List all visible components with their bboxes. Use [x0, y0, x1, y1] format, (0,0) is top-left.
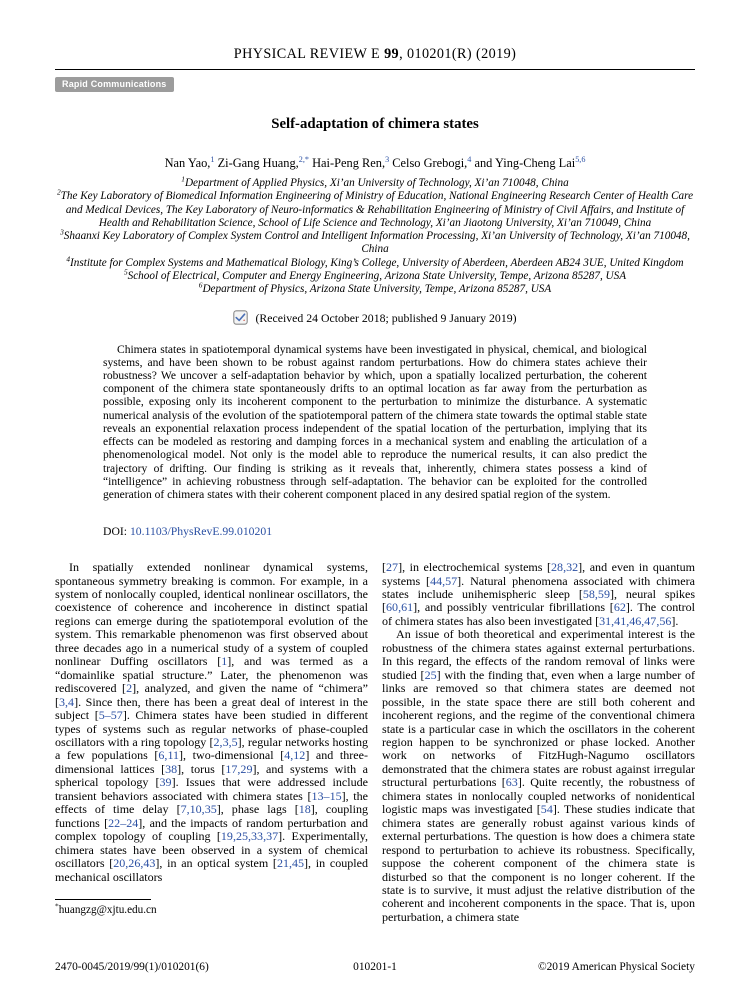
author-affiliation-superscript[interactable]: 2,* [298, 154, 309, 164]
affiliation-line: $^5$School of Electrical, Computer and Energy Engineering, Arizona State University, Tempe, Arizona 85287, USA [123, 267, 627, 283]
author-affiliation-superscript[interactable]: 5,6 [575, 154, 586, 164]
citation-link[interactable]: 25 [424, 667, 437, 682]
citation-link[interactable]: 63 [505, 775, 518, 790]
citation-link[interactable]: 21,45 [276, 856, 305, 871]
citation-link[interactable]: 5–57 [98, 708, 123, 723]
rapid-communications-badge: Rapid Communications [55, 77, 174, 92]
affiliation-line: $^1$Department of Applied Physics, Xi’an University of Technology, Xi’an 710048, China [181, 174, 569, 189]
citation-link[interactable]: 18 [298, 802, 311, 817]
abstract: Chimera states in spatiotemporal dynamical systems have been investigated in physical, chemical, and biological systems, and have been shown to be robust against random perturbations. How do chimera states achieve their robustness? We uncover a self-adaptation behavior by which, upon a spatially localized perturbation, the coherent component of the chimera state spontaneously drifts to an optimal location as far away from the perturbation as possible, exposing only its incoherent component to the perturbation to minimize the disturbance. A systematic numerical analysis of the evolution of the spatiotemporal pattern of the chimera state towards the optimal stable state reveals an exponential relaxation process independent of the spatial location of the perturbation, implying that its effects can be modeled as restoring and damping forces in a mechanical system and enabling the articulation of a phenomenological model. Not only is the model able to reproduce the numerical results, it can also predict the trajectory of drifting. Our finding is striking as it reveals that, inherently, chimera states possess a kind of “intelligence” in achieving robustness through self-adaptation. The behavior can be exploited for the controlled generation of chimera states with their coherent component placed in any desired spatial region of the system. [103, 343, 647, 501]
citation-link[interactable]: 2 [126, 681, 133, 696]
journal-header [55, 46, 695, 63]
citation-link[interactable]: 20,26,43 [113, 856, 156, 871]
citation-link[interactable]: 7,10,35 [180, 802, 217, 817]
citation-link[interactable]: 44,57 [430, 573, 458, 588]
footer-copyright: ©2019 American Physical Society [537, 961, 695, 973]
citation-link[interactable]: 60,61 [386, 600, 414, 615]
footnote [55, 899, 368, 916]
affiliation-line: $^3$Shaanxi Key Laboratory of Complex System Control and Intelligent Information Processing, Xi’an University of Technology, Xi’an 710048, China [60, 227, 690, 256]
left-column [55, 561, 368, 924]
body-paragraph: In spatially extended nonlinear dynamical systems, spontaneous symmetry breaking is common. For example, in a system of nonlocally coupled, identical nonlinear oscillators, the coexistence of coherence and incoherence in distinct spatial regions can emerge during the spatiotemporal evolution of the system. This remarkable phenomenon was first observed about three decades ago in a numerical study of a system of coupled nonlinear Duffing oscillators [1], and was termed as a “domainlike spatial structure.” Later, the phenomenon was rediscovered [2], analyzed, and given the name of “chimera” [3,4]. Since then, there has been a great deal of interest in the subject [5–57]. Chimera states have been studied in different types of systems such as regular networks of phase-coupled oscillators with a ring topology [2,3,5], regular networks hosting a few populations [6,11], two-dimensional [4,12] and three-dimensional lattices [38], torus [17,29], and systems with a spherical topology [39]. Issues that were addressed include transient behaviors associated with chimera states [13–15], the effects of time delay [7,10,35], phase lags [18], coupling functions [22–24], and the impacts of random perturbation and complex topology of coupling [19,25,33,37]. Experimentally, chimera states have been observed in a system of chemical oscillators [20,26,43], in an optical system [21,45], in coupled mechanical oscillators [55, 560, 369, 884]
citation-link[interactable]: 31,41,46,47,56 [599, 613, 672, 628]
citation-link[interactable]: 27 [386, 560, 399, 575]
footer-page-number: 010201-1 [353, 961, 397, 973]
citation-link[interactable]: 54 [540, 802, 553, 817]
affiliation-line: $^4$Institute for Complex Systems and Mathematical Biology, King’s College, University of Aberdeen, Aberdeen AB24 3UE, United Kingdom [66, 254, 684, 269]
author-affiliation-superscript[interactable]: 3 [385, 154, 390, 164]
doi-link[interactable]: 10.1103/PhysRevE.99.010201 [129, 525, 273, 539]
body-paragraph: [27], in electrochemical systems [28,32], and even in quantum systems [44,57]. Natural phenomena associated with chimera states include unihemispheric sleep [58,59], neural spikes [60,61], and possibly ventricular fibrillations [62]. The control of chimera states has also been investigated [31,41,46,47,56]. [382, 560, 696, 628]
citation-link[interactable]: 28,32 [551, 560, 579, 575]
author-affiliation-superscript[interactable]: 1 [210, 154, 215, 164]
authors-line: Nan Yao,$^1$ Zi-Gang Huang,$^{2,*}$ Hai-Peng Ren,$^3$ Celso Grebogi,$^4$ and Ying-Cheng Lai$^{5,6}$ [164, 154, 586, 170]
citation-link[interactable]: 4,12 [284, 748, 306, 763]
affiliations [55, 174, 695, 297]
citation-link[interactable]: 22–24 [108, 815, 139, 830]
citation-link[interactable]: 17,29 [225, 761, 253, 776]
affiliation-line: $^2$The Key Laboratory of Biomedical Information Engineering of Ministry of Education, National Engineering Research Center of Health Care and Medical Devices, The Key Laboratory of Neuro-informatics & Rehabilitation Engineering of Ministry of Civil Affairs, and Institute of Health and Rehabilitation Science, School of Life Science and Technology, Xi’an Jiaotong University, Xi’an 710049, China [56, 187, 694, 229]
citation-link[interactable]: 13–15 [311, 788, 342, 803]
citation-link[interactable]: 2,3,5 [213, 735, 238, 749]
body-columns [55, 561, 695, 924]
page-footer [55, 961, 695, 973]
crossmark-icon[interactable] [233, 310, 248, 329]
page-title: Self-adaptation of chimera states [271, 116, 479, 132]
citation-link[interactable]: 3,4 [59, 694, 75, 709]
journal-issue: , 010201(R) (2019) [399, 46, 517, 62]
footnote-rule [55, 899, 151, 900]
citation-link[interactable]: 39 [159, 775, 172, 790]
citation-link[interactable]: 6,11 [158, 748, 180, 763]
author-affiliation-superscript[interactable]: 4 [467, 154, 472, 164]
citation-link[interactable]: 58,59 [582, 587, 610, 602]
citation-link[interactable]: 62 [613, 600, 626, 615]
citation-link[interactable]: 1 [221, 654, 228, 669]
citation-link[interactable]: 19,25,33,37 [220, 829, 279, 844]
doi-line [103, 525, 647, 538]
footnote-marker: * [55, 901, 59, 911]
body-paragraph: An issue of both theoretical and experimental interest is the robustness of the chimera states against external perturbations. In this regard, the effects of the random removal of links were studied [25] with the finding that, even when a large number of links are removed so that chimera states are deemed not possible, in the state space there are still both coherent and incoherent regions, and the regime of the conventional chimera state is a particular case in which the oscillators in the coherent region happen to be synchronized or phase locked. Another work on networks of FitzHugh-Nagumo oscillators demonstrated that the chimera states are robust against irregular structural perturbations [63]. Quite recently, the robustness of chimera states in nonlocally coupled networks of nonidentical logistic maps was investigated [54]. These studies indicate that chimera states are generally robust against various kinds of external perturbations. The question is how does a chimera state respond to perturbation to achieve its robustness. Specifically, suppose the coherent component of the chimera state is disturbed so that the component is no longer coherent. If the state is to survive, it must adjust the relative distribution of the coherent and incoherent components in the space. That is, upon perturbation, a chimera state [382, 627, 696, 924]
right-column [382, 561, 695, 924]
journal-volume: 99 [384, 46, 400, 62]
citation-link[interactable]: 38 [165, 761, 178, 776]
received-line [55, 310, 695, 329]
footer-issn: 2470-0045/2019/99(1)/010201(6) [55, 961, 209, 973]
doi-label: DOI: [103, 525, 130, 539]
footnote-email[interactable]: huangzg@xjtu.edu.cn [58, 903, 157, 916]
received-text: (Received 24 October 2018; published 9 January 2019) [255, 310, 517, 325]
affiliation-line: $^6$Department of Physics, Arizona State University, Tempe, Arizona 85287, USA [198, 280, 552, 296]
journal-name: PHYSICAL REVIEW E [233, 46, 385, 62]
